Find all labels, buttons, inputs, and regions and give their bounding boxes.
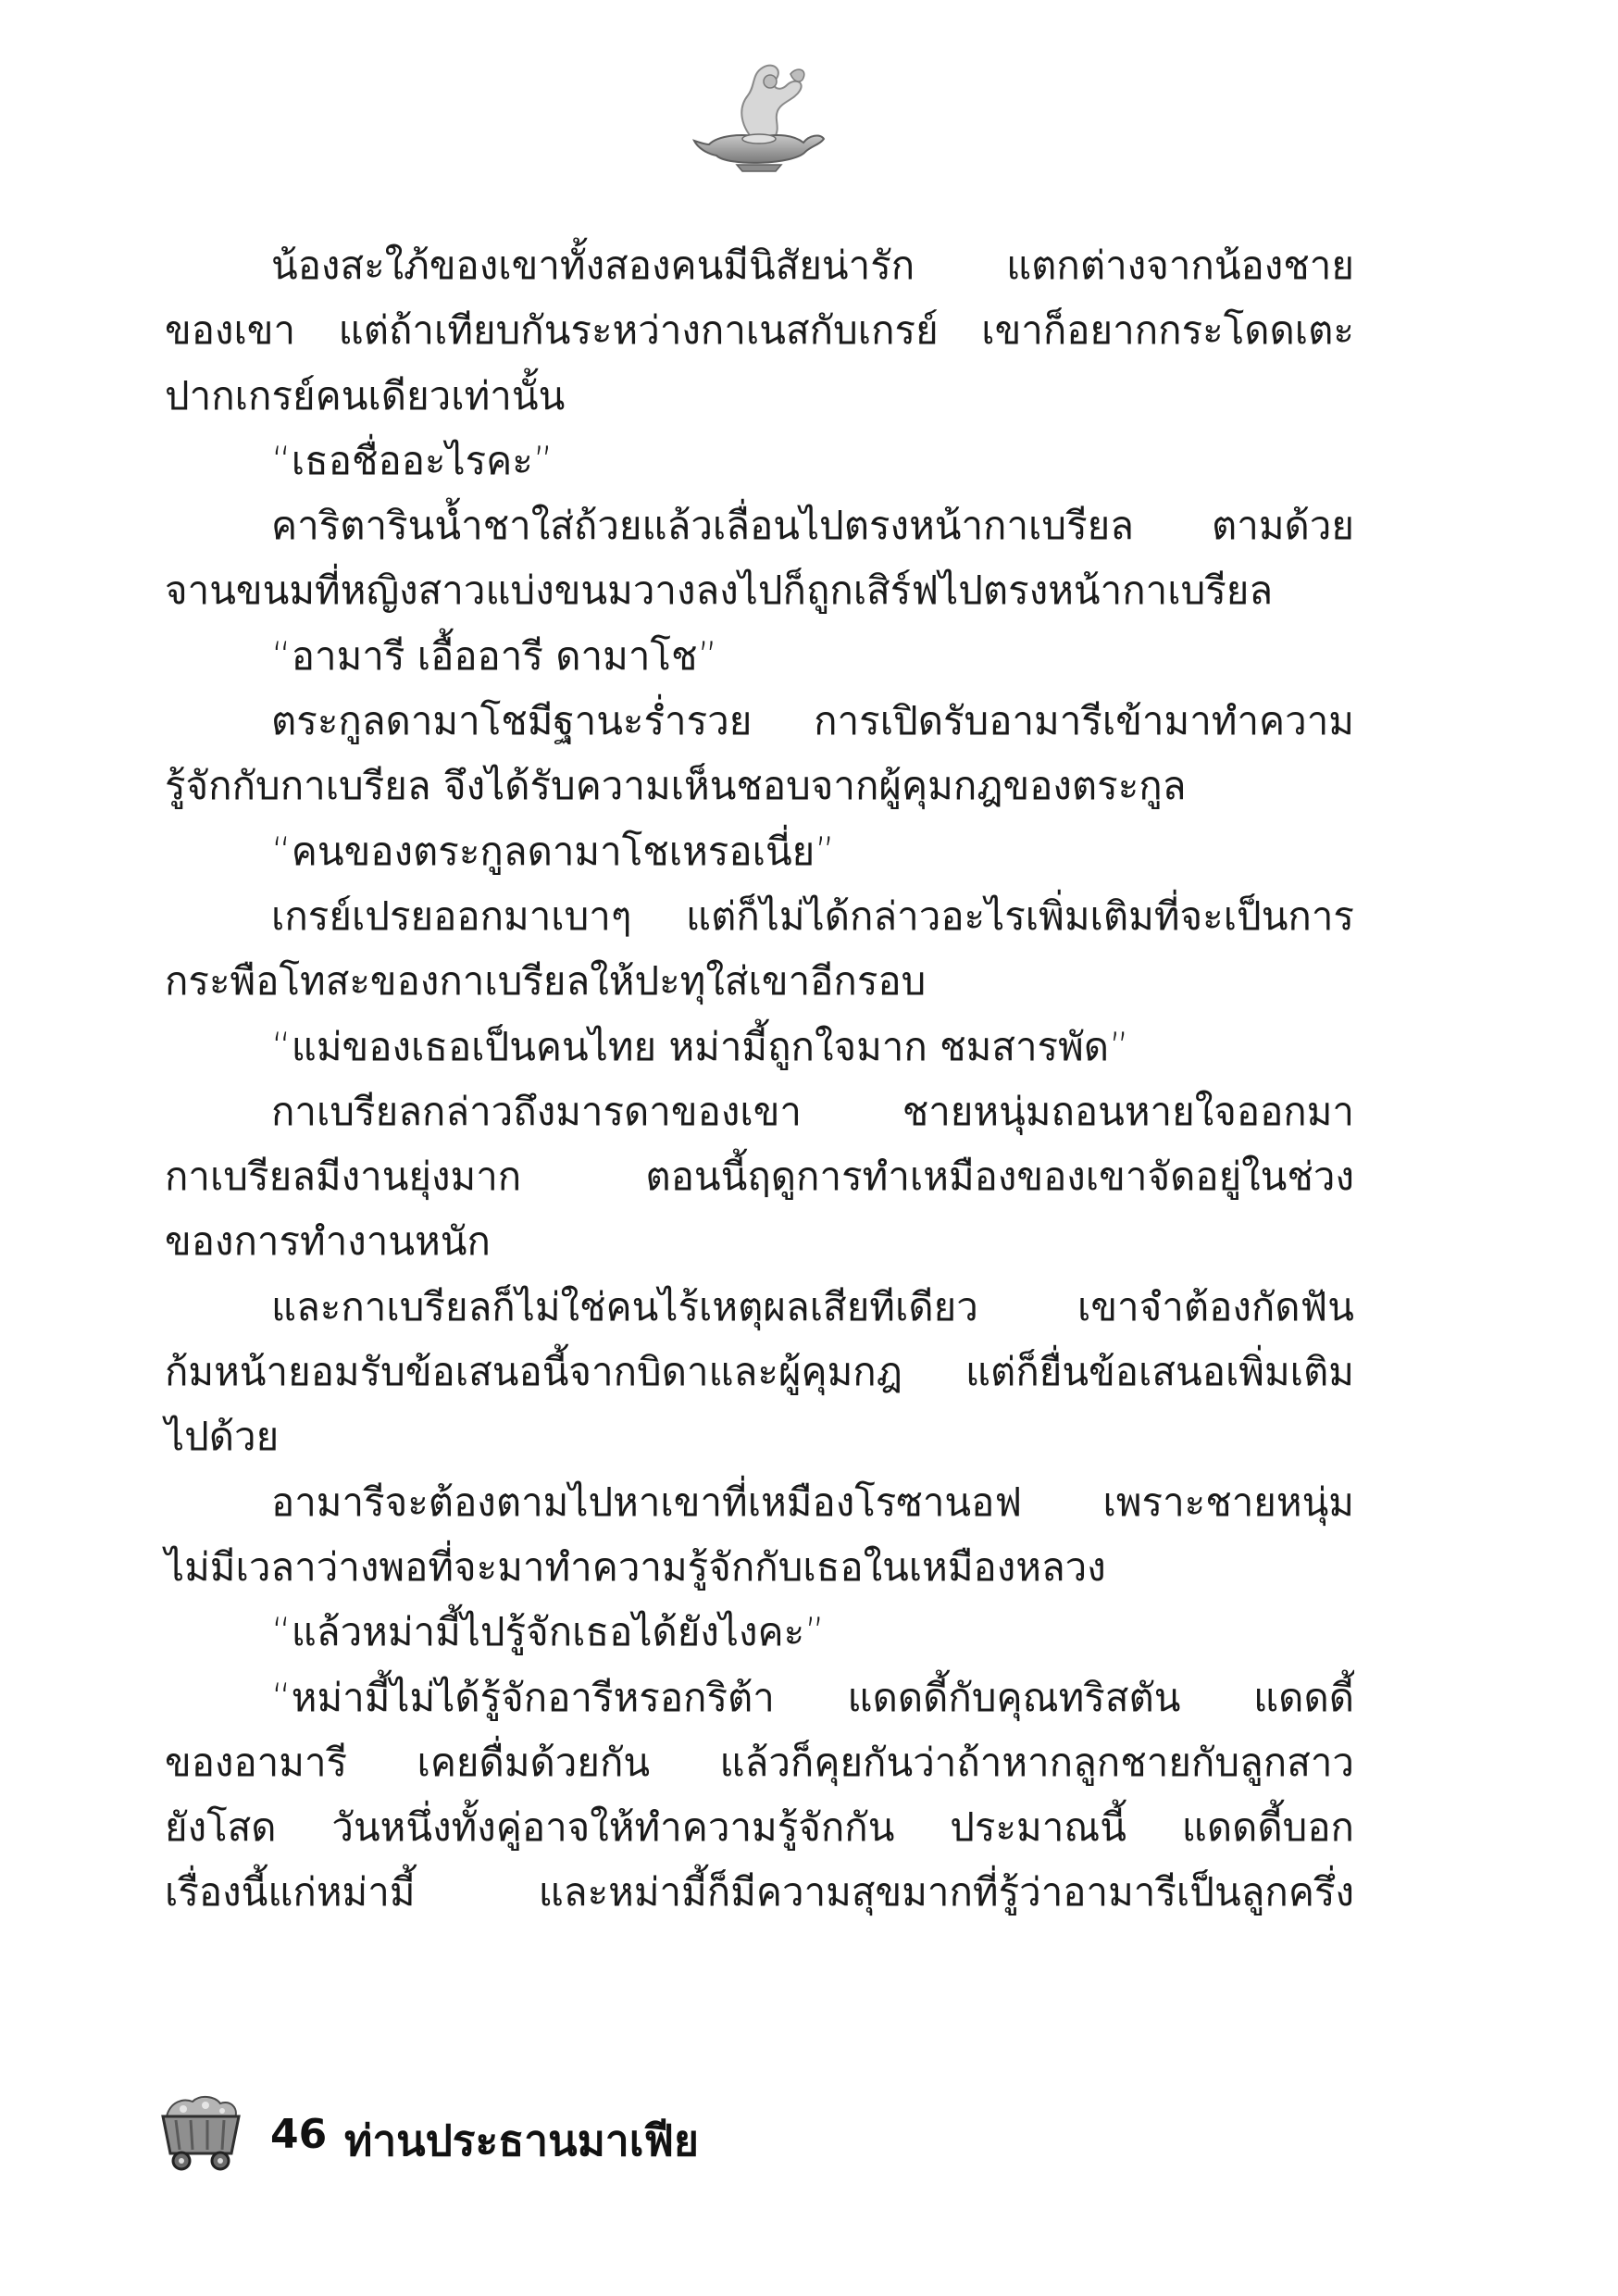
text-line: “คนของตระกูลดามาโชเหรอเนี่ย”: [271, 828, 836, 874]
text-line: และกาเบรียลก็ไม่ใช่คนไร้เหตุผลเสียทีเดียว เขาจำต้องกัดฟัน: [271, 1283, 1354, 1329]
mine-cart-icon: [159, 2092, 243, 2172]
text-line: กระพือโทสะของกาเบรียลให้ปะทุใส่เขาอีกรอบ: [165, 958, 927, 1004]
text-line: “แล้วหม่ามี้ไปรู้จักเธอได้ยังไงคะ”: [271, 1609, 825, 1655]
genie-lamp-icon: [691, 54, 829, 174]
text-line: “หม่ามี้ไม่ได้รู้จักอารีหรอกริต้า แดดดี้กับคุณทริสตัน แดดดี้: [271, 1674, 1354, 1720]
text-line: รู้จักกับกาเบรียล จึงได้รับความเห็นชอบจากผู้คุมกฎของตระกูล: [165, 763, 1187, 809]
text-line: ของการทำงานหนัก: [165, 1218, 491, 1265]
text-line: “อามารี เอื้ออารี ดามาโช”: [271, 632, 718, 679]
text-line: “แม่ของเธอเป็นคนไทย หม่ามี้ถูกใจมาก ชมสารพัด”: [271, 1023, 1129, 1069]
text-line: น้องสะใภ้ของเขาทั้งสองคนมีนิสัยน่ารัก แตกต่างจากน้องชาย: [271, 243, 1354, 288]
text-line: ตระกูลดามาโชมีฐานะร่ำรวย การเปิดรับอามารีเข้ามาทำความ: [271, 698, 1354, 744]
text-line: คาริตารินน้ำชาใส่ถ้วยแล้วเลื่อนไปตรงหน้ากาเบรียล ตามด้วย: [271, 503, 1354, 549]
text-line: เรื่องนี้แก่หม่ามี้ และหม่ามี้ก็มีความสุขมากที่รู้ว่าอามารีเป็นลูกครึ่ง: [165, 1869, 1354, 1915]
text-line: ก้มหน้ายอมรับข้อเสนอนี้จากบิดาและผู้คุมกฎ แต่ก็ยื่นข้อเสนอเพิ่มเติม: [165, 1349, 1354, 1395]
text-line: ไม่มีเวลาว่างพอที่จะมาทำความรู้จักกับเธอในเหมืองหลวง: [165, 1543, 1106, 1590]
book-title: ท่านประธานมาเฟีย: [344, 2115, 699, 2165]
text-line: “เธอชื่ออะไรคะ”: [271, 437, 554, 483]
text-line: ไปด้วย: [165, 1414, 280, 1460]
text-line: ของอามารี เคยดื่มด้วยกัน แล้วก็คุยกันว่าถ้าหากลูกชายกับลูกสาว: [165, 1739, 1354, 1785]
text-line: ยังโสด วันหนึ่งทั้งคู่อาจให้ทำความรู้จักกัน ประมาณนี้ แดดดี้บอก: [165, 1804, 1354, 1851]
text-line: กาเบรียลมีงานยุ่งมาก ตอนนี้ฤดูการทำเหมืองของเขาจัดอยู่ในช่วง: [165, 1154, 1354, 1200]
text-line: เกรย์เปรยออกมาเบาๆ แต่ก็ไม่ได้กล่าวอะไรเพิ่มเติมที่จะเป็นการ: [271, 892, 1354, 939]
text-line: ปากเกรย์คนเดียวเท่านั้น: [165, 372, 566, 418]
page-footer: [159, 2090, 807, 2192]
text-line: อามารีจะต้องตามไปหาเขาที่เหมืองโรซานอฟ เพราะชายหนุ่ม: [271, 1479, 1354, 1525]
text-line: กาเบรียลกล่าวถึงมารดาของเขา ชายหนุ่มถอนหายใจออกมา: [271, 1088, 1354, 1134]
chapter-body-text: [165, 233, 1354, 1926]
page-number: 46: [270, 2111, 328, 2158]
text-line: จานขนมที่หญิงสาวแบ่งขนมวางลงไปก็ถูกเสิร์ฟไปตรงหน้ากาเบรียล: [165, 568, 1274, 614]
text-line: ของเขา แต่ถ้าเทียบกันระหว่างกาเนสกับเกรย์ เขาก็อยากกระโดดเตะ: [165, 307, 1354, 354]
